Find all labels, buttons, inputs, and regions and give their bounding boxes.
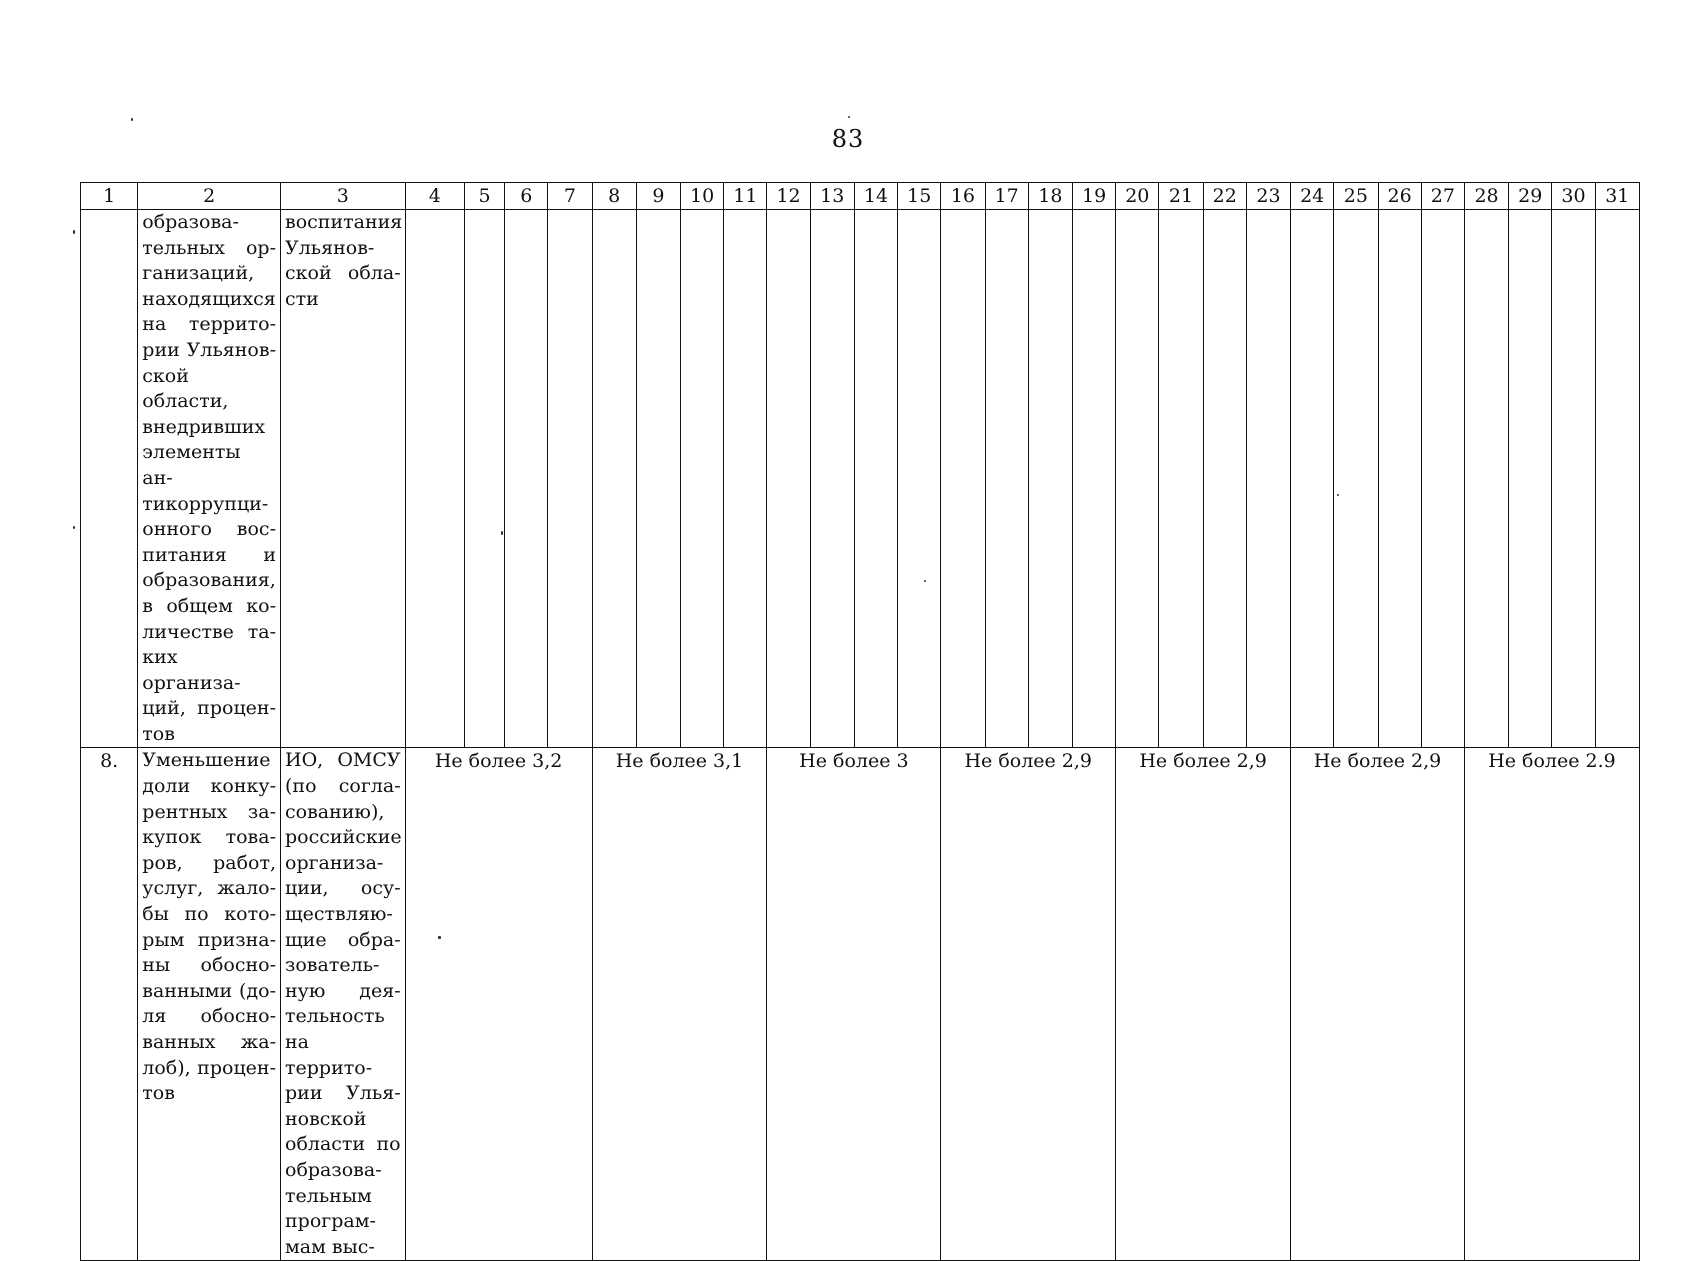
cell-text-line: новской [285,1107,367,1130]
cell-text-line: образования, [142,569,276,592]
empty-cell [1595,210,1639,748]
empty-cell [1509,210,1552,748]
empty-cell [1291,210,1334,748]
cell-text-line: Ульянов- [285,236,375,259]
empty-cell [405,210,464,748]
target-value-cell: Не более 3,1 [592,748,767,1261]
target-value-cell: Не более 2,9 [1116,748,1291,1261]
cell-text-line: рентных за- [142,800,276,823]
column-number-cell: 1 [81,183,138,210]
empty-cell [1334,210,1378,748]
cell-text-line: доли конку- [142,775,276,798]
cell-text-line: бы по кото- [142,903,276,926]
responsible-cell [281,748,406,1261]
column-number-cell: 3 [281,183,406,210]
cell-text-line: тельных ор- [142,236,276,259]
cell-text-line: образова- [285,1158,382,1181]
column-number-cell: 10 [681,183,724,210]
cell-text-line: сти [285,287,319,310]
empty-cell [1203,210,1246,748]
column-number-cell: 26 [1378,183,1421,210]
empty-cell [810,210,854,748]
column-number-cell: 18 [1028,183,1072,210]
column-number-cell: 29 [1509,183,1552,210]
cell-text-line: ля обосно- [142,1005,276,1028]
cell-text-line: лоб), процен- [142,1056,276,1079]
cell-text-line: ванными (до- [142,979,276,1002]
empty-cell [464,210,504,748]
cell-text-line: питания и [142,543,276,566]
indicator-table [80,182,1640,1261]
empty-cell [1159,210,1203,748]
cell-text-line: воспитания [285,211,403,233]
column-number-cell: 19 [1072,183,1115,210]
table-row-8 [81,748,1640,1261]
empty-cell [1116,210,1159,748]
cell-text-line: ской обла- [285,262,401,285]
cell-text-line: ров, работ, [142,851,276,874]
column-number-cell: 15 [898,183,941,210]
table-row-continuation [81,210,1640,748]
empty-cell [854,210,897,748]
scan-speck [131,118,133,121]
cell-text-line: ций, процен- [142,697,276,720]
column-number-cell: 22 [1203,183,1246,210]
cell-text-line: на террито- [285,1031,373,1079]
cell-text-line: ции, осу- [285,877,401,900]
column-number-cell: 21 [1159,183,1203,210]
cell-text-line: щие обра- [285,928,401,951]
scan-speck [73,526,75,529]
target-value-cell: Не более 2,9 [1291,748,1465,1261]
column-number-cell: 17 [985,183,1028,210]
responsible-cell [281,210,406,748]
cell-text-line: рии Улья- [285,1082,401,1105]
column-number-cell: 2 [138,183,281,210]
empty-cell [1072,210,1115,748]
cell-text-line: находящихся [142,287,276,310]
column-number-row [81,183,1640,210]
target-value-cell: Не более 2.9 [1464,748,1639,1261]
cell-text-line: рым призна- [142,928,276,951]
column-number-cell: 9 [636,183,680,210]
empty-cell [724,210,767,748]
column-number-cell: 7 [548,183,592,210]
cell-text-line: тов [142,1082,175,1105]
scan-speck [73,230,75,234]
cell-text-line: области по [285,1133,401,1156]
column-number-cell: 12 [767,183,810,210]
cell-text-line: организа- [285,851,384,874]
cell-text-line: ких организа- [142,646,241,694]
page-number: 83 [831,125,865,153]
target-value-cell: Не более 3,2 [405,748,592,1261]
cell-text-line: зователь- [285,954,380,977]
cell-text-line: тикоррупци- [142,492,269,515]
column-number-cell: 27 [1421,183,1464,210]
empty-cell [1552,210,1595,748]
column-number-cell: 23 [1246,183,1290,210]
cell-text-line: российские [285,826,402,849]
scan-speck [848,116,850,118]
cell-text-line: тельность [285,1005,385,1028]
empty-cell [1028,210,1072,748]
column-number-cell: 13 [810,183,854,210]
cell-text-line: тов [142,722,175,745]
cell-text-line: купок това- [142,826,276,849]
column-number-cell: 20 [1116,183,1159,210]
cell-text-line: личестве та- [142,620,276,643]
cell-text-line: услуг, жало- [142,877,276,900]
cell-text-line: ванных жа- [142,1031,276,1053]
empty-cell [548,210,592,748]
empty-cell [767,210,810,748]
empty-cell [681,210,724,748]
cell-text-line: онного вос- [142,518,276,541]
column-number-cell: 28 [1464,183,1508,210]
cell-text-line: элементы ан- [142,441,241,489]
column-number-cell: 8 [592,183,636,210]
column-number-cell: 14 [854,183,897,210]
column-number-cell: 31 [1595,183,1639,210]
empty-cell [505,210,548,748]
column-number-cell: 11 [724,183,767,210]
cell-text-line: мам выс- [285,1235,375,1258]
cell-text-line: ИО, ОМСУ [285,749,401,772]
cell-text-line: ную дея- [285,979,401,1002]
row-number-cell: 8. [81,748,138,1261]
column-number-cell: 6 [505,183,548,210]
cell-text-line: ской области, [142,364,229,413]
cell-text-line: ществляю- [285,903,393,926]
column-number-cell: 25 [1334,183,1378,210]
empty-cell [1246,210,1290,748]
empty-cell [636,210,680,748]
cell-text-line: програм- [285,1210,376,1233]
cell-text-line: сованию), [285,800,385,823]
indicator-name-cell [138,210,281,748]
cell-text-line: на террито- [142,313,276,336]
cell-text-line: тельным [285,1184,372,1207]
cell-text-line: рии Ульянов- [142,338,276,361]
column-number-cell: 5 [464,183,504,210]
column-number-cell: 30 [1552,183,1595,210]
cell-text-line: Уменьшение [142,749,271,772]
target-value-cell: Не более 3 [767,748,941,1261]
empty-cell [1464,210,1508,748]
cell-text-line: внедривших [142,415,266,438]
target-value-cell: Не более 2,9 [941,748,1116,1261]
empty-cell [1421,210,1464,748]
indicator-name-cell [138,748,281,1261]
cell-text-line: (по согла- [285,775,401,798]
column-number-cell: 4 [405,183,464,210]
empty-cell [592,210,636,748]
cell-text-line: ганизаций, [142,262,255,285]
cell-text-line: ны обосно- [142,954,276,977]
empty-cell [985,210,1028,748]
empty-cell [898,210,941,748]
cell-text-line: в общем ко- [142,594,276,617]
empty-cell [1378,210,1421,748]
column-number-cell: 24 [1291,183,1334,210]
row-number-cell [81,210,138,748]
cell-text-line: образова- [142,211,239,233]
column-number-cell: 16 [941,183,985,210]
empty-cell [941,210,985,748]
